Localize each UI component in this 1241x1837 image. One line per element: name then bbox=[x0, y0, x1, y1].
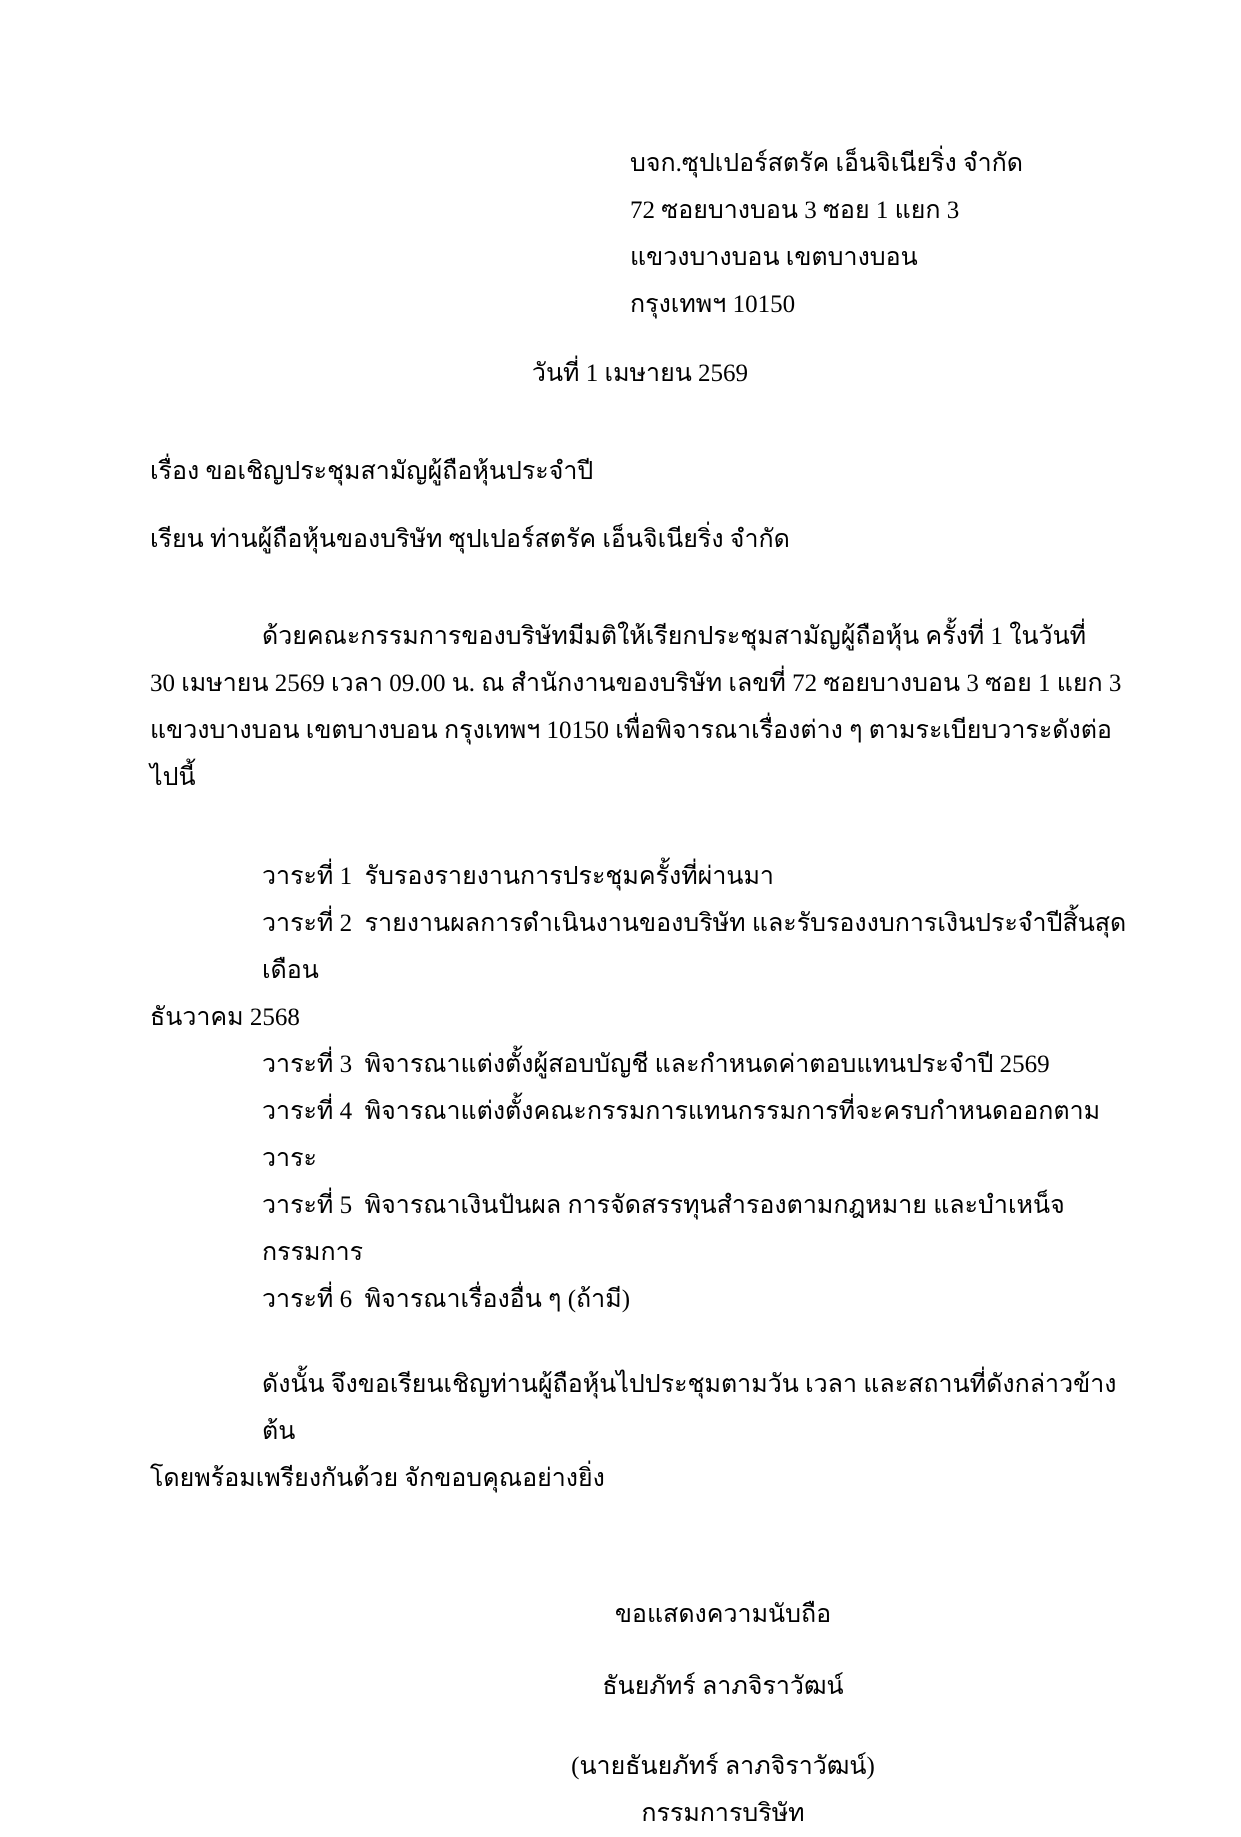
agenda-list bbox=[150, 853, 1130, 1323]
sender-address-line-2: แขวงบางบอน เขตบางบอน bbox=[630, 244, 918, 271]
signer-title: กรรมการบริษัท bbox=[641, 1800, 805, 1827]
agenda-item-2-continuation: ธันวาคม 2568 bbox=[150, 1004, 300, 1031]
sender-address-block bbox=[630, 140, 1130, 328]
agenda-item-4: วาระที่ 4 พิจารณาแต่งตั้งคณะกรรมการแทนกรรมการที่จะครบกำหนดออกตามวาระ bbox=[262, 1098, 1101, 1172]
opening-paragraph-line-3: แขวงบางบอน เขตบางบอน กรุงเทพฯ 10150 เพื่อพิจารณาเรื่องต่าง ๆ ตามระเบียบวาระดังต่อไปนี้ bbox=[150, 717, 1112, 791]
sender-address-line-3: กรุงเทพฯ 10150 bbox=[630, 291, 796, 318]
closing-paragraph-line-1: ดังนั้น จึงขอเรียนเชิญท่านผู้ถือหุ้นไปประชุมตามวัน เวลา และสถานที่ดังกล่าวข้างต้น bbox=[262, 1371, 1117, 1445]
salutation-line: เรียน ท่านผู้ถือหุ้นของบริษัท ซุปเปอร์สตรัค เอ็นจิเนียริ่ง จำกัด bbox=[150, 526, 790, 553]
agenda-item-2: วาระที่ 2 รายงานผลการดำเนินงานของบริษัท และรับรองงบการเงินประจำปีสิ้นสุดเดือน bbox=[262, 910, 1127, 984]
agenda-item-6: วาระที่ 6 พิจารณาเรื่องอื่น ๆ (ถ้ามี) bbox=[262, 1286, 631, 1313]
closing-paragraph-line-2: โดยพร้อมเพรียงกันด้วย จักขอบคุณอย่างยิ่ง bbox=[150, 1465, 605, 1492]
agenda-item-5: วาระที่ 5 พิจารณาเงินปันผล การจัดสรรทุนสำรองตามกฎหมาย และบำเหน็จกรรมการ bbox=[262, 1192, 1065, 1266]
subject-line: เรื่อง ขอเชิญประชุมสามัญผู้ถือหุ้นประจำปี bbox=[150, 458, 594, 485]
opening-paragraph bbox=[150, 613, 1130, 801]
letter-content bbox=[150, 140, 1130, 1837]
signature-block bbox=[523, 1591, 923, 1837]
opening-paragraph-line-2: 30 เมษายน 2569 เวลา 09.00 น. ณ สำนักงานของบริษัท เลขที่ 72 ซอยบางบอน 3 ซอย 1 แยก 3 bbox=[150, 670, 1122, 697]
letter-date: วันที่ 1 เมษายน 2569 bbox=[531, 360, 749, 387]
agenda-item-1: วาระที่ 1 รับรองรายงานการประชุมครั้งที่ผ่านมา bbox=[262, 863, 774, 890]
closing-phrase: ขอแสดงความนับถือ bbox=[614, 1601, 832, 1628]
sender-address-line-1: 72 ซอยบางบอน 3 ซอย 1 แยก 3 bbox=[630, 197, 960, 224]
signer-printed-name: (นายธันยภัทร์ ลาภจิราวัฒน์) bbox=[571, 1753, 875, 1780]
closing-paragraph bbox=[150, 1361, 1130, 1502]
agenda-item-3: วาระที่ 3 พิจารณาแต่งตั้งผู้สอบบัญชี และกำหนดค่าตอบแทนประจำปี 2569 bbox=[262, 1051, 1050, 1078]
signer-name: ธันยภัทร์ ลาภจิราวัฒน์ bbox=[602, 1673, 844, 1700]
sender-company-name: บจก.ซุปเปอร์สตรัค เอ็นจิเนียริ่ง จำกัด bbox=[630, 150, 1024, 177]
opening-paragraph-line-1: ด้วยคณะกรรมการของบริษัทมีมติให้เรียกประชุมสามัญผู้ถือหุ้น ครั้งที่ 1 ในวันที่ bbox=[262, 623, 1087, 650]
